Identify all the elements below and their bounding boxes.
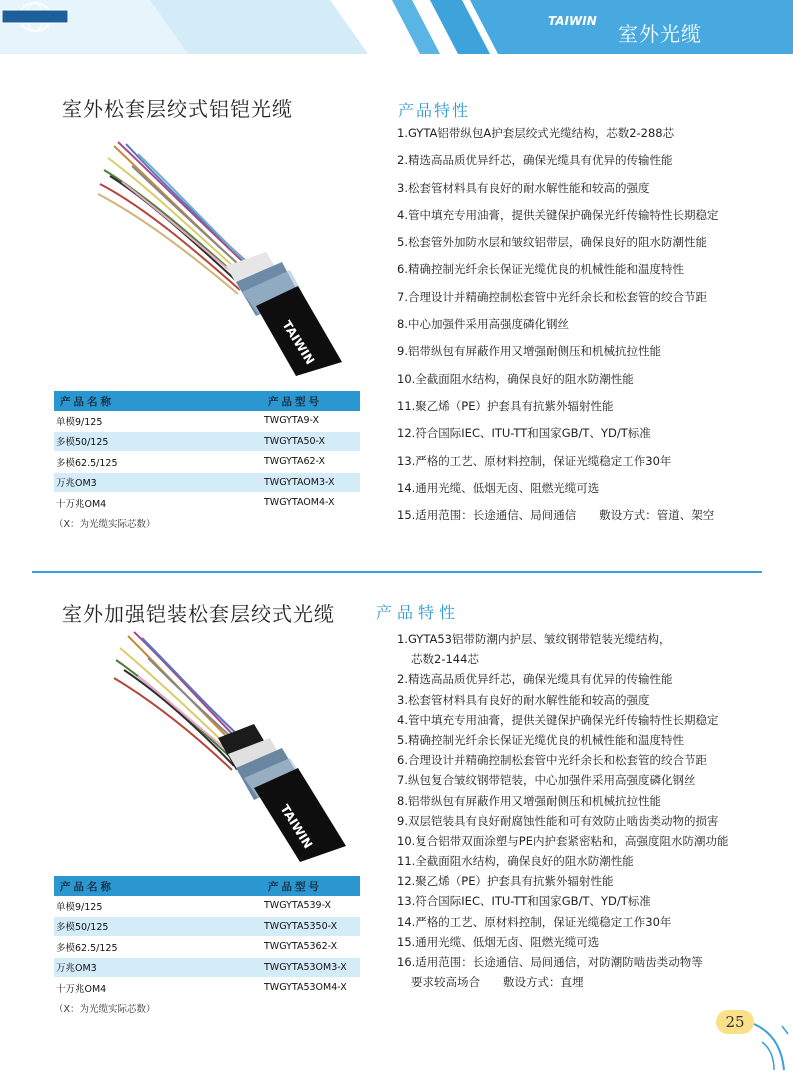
feature-item: 11.全截面阻水结构，确保良好的阻水防潮性能	[397, 854, 634, 869]
cell-name: 多模62.5/125	[54, 937, 262, 958]
cell-name: 十万兆OM4	[54, 978, 262, 999]
feature-item: 4.管中填充专用油膏，提供关键保护确保光纤传输特性长期稳定	[397, 207, 719, 222]
features-list-1	[397, 123, 718, 532]
cell-name: 单模9/125	[54, 896, 262, 916]
feature-item: 5.精确控制光纤余长保证光缆优良的机械性能和温度特性	[397, 732, 684, 747]
feature-item: 3.松套管材料具有良好的耐水解性能和较高的强度	[397, 692, 650, 707]
feature-item: 13.严格的工艺、原材料控制，保证光缆稳定工作30年	[397, 453, 672, 468]
cell-model: TWGYTA5362-X	[262, 937, 360, 958]
cell-model: TWGYTA53OM3-X	[262, 957, 360, 978]
feature-item: 3.松套管材料具有良好的耐水解性能和较高的强度	[397, 180, 650, 195]
cell-name: 万兆OM3	[54, 472, 262, 493]
feature-item: 8.铝带纵包有屏蔽作用又增强耐侧压和机械抗拉性能	[397, 793, 661, 808]
corner-decoration	[752, 1022, 792, 1072]
section2-title: 室外加强铠装松套层绞式光缆	[62, 602, 335, 626]
page-number: 25	[716, 1010, 754, 1034]
feature-item: 2.精选高品质优异纤芯，确保光缆具有优异的传输性能	[397, 672, 673, 687]
col-header-name: 产品名称	[54, 391, 262, 411]
table-row	[54, 916, 360, 937]
features-list-2	[397, 630, 729, 993]
features-heading-2: 产品特性	[376, 603, 461, 622]
features-heading-1: 产品特性	[398, 101, 471, 120]
cell-model: TWGYTA50-X	[262, 431, 360, 452]
feature-item: 5.松套管外加防水层和皱纹铝带层，确保良好的阻水防潮性能	[397, 235, 707, 250]
cable-image-1	[86, 136, 346, 376]
feature-item: 7.合理设计并精确控制松套管中光纤余长和松套管的绞合节距	[397, 289, 707, 304]
table-note-1: （X：为光缆实际芯数）	[54, 519, 156, 530]
cell-name: 多模62.5/125	[54, 452, 262, 473]
feature-item: 1.GYTA铝带纵包A护套层绞式光缆结构，芯数2-288芯	[397, 126, 675, 140]
feature-item: 12.聚乙烯（PE）护套具有抗紫外辐射性能	[397, 874, 614, 889]
cell-model: TWGYTAOM4-X	[262, 493, 360, 514]
cell-model: TWGYTA539-X	[262, 896, 360, 916]
feature-item: 14.通用光缆、低烟无卤、阻燃光缆可选	[397, 480, 600, 495]
feature-item: 15.通用光缆、低烟无卤、阻燃光缆可选	[397, 934, 600, 949]
cell-name: 万兆OM3	[54, 957, 262, 978]
product-table-2	[54, 876, 360, 999]
section1-title: 室外松套层绞式铝铠光缆	[62, 97, 293, 121]
col-header-model: 产品型号	[262, 876, 360, 896]
table-row	[54, 978, 360, 999]
cell-model: TWGYTAOM3-X	[262, 472, 360, 493]
feature-item: 9.铝带纵包有屏蔽作用又增强耐侧压和机械抗拉性能	[397, 344, 661, 359]
feature-item: 14.严格的工艺、原材料控制，保证光缆稳定工作30年	[397, 914, 672, 929]
feature-item: 10.全截面阻水结构，确保良好的阻水防潮性能	[397, 371, 634, 386]
table-row	[54, 472, 360, 493]
feature-item: 4.管中填充专用油膏，提供关键保护确保光纤传输特性长期稳定	[397, 712, 719, 727]
table-note-2: （X：为光缆实际芯数）	[54, 1004, 156, 1015]
cell-model: TWGYTA9-X	[262, 411, 360, 431]
feature-item: 芯数2-144芯	[411, 652, 479, 667]
feature-item: 12.符合国际IEC、ITU-TT和国家GB/T、YD/T标准	[397, 426, 651, 441]
table-row	[54, 411, 360, 431]
feature-item: 10.复合铝带双面涂塑与PE内护套紧密粘和，高强度阻水防潮功能	[397, 833, 729, 848]
table-row	[54, 937, 360, 958]
feature-item: 2.精选高品质优异纤芯，确保光缆具有优异的传输性能	[397, 153, 673, 168]
cable-image-2	[104, 628, 354, 868]
header-title: 室外光缆	[618, 22, 702, 46]
feature-item: 6.合理设计并精确控制松套管中光纤余长和松套管的绞合节距	[397, 753, 707, 768]
feature-item: 要求较高场合 敷设方式：直埋	[411, 975, 584, 990]
cell-name: 单模9/125	[54, 411, 262, 431]
feature-item: 6.精确控制光纤余长保证光缆优良的机械性能和温度特性	[397, 262, 684, 277]
taiwin-logo	[0, 0, 70, 34]
cell-model: TWGYTA62-X	[262, 452, 360, 473]
cell-name: 多模50/125	[54, 431, 262, 452]
product-table-1	[54, 391, 360, 514]
cable-label-1: TAIWIN	[279, 318, 318, 367]
feature-item: 1.GYTA53铝带防潮内护层、皱纹钢带铠装光缆结构，	[397, 632, 671, 646]
cell-model: TWGYTA5350-X	[262, 916, 360, 937]
feature-item: 15.适用范围：长途通信、局间通信 敷设方式：管道、架空	[397, 508, 715, 523]
col-header-model: 产品型号	[262, 391, 360, 411]
feature-item: 8.中心加强件采用高强度磷化钢丝	[397, 317, 569, 332]
table-row	[54, 452, 360, 473]
cell-name: 十万兆OM4	[54, 493, 262, 514]
feature-item: 7.纵包复合皱纹钢带铠装，中心加强件采用高强度磷化钢丝	[397, 773, 696, 788]
feature-item: 13.符合国际IEC、ITU-TT和国家GB/T、YD/T标准	[397, 894, 651, 909]
brand-wordmark: TAIWIN	[548, 14, 597, 28]
cell-name: 多模50/125	[54, 916, 262, 937]
feature-item: 16.适用范围：长途通信、局间通信，对防潮防啮齿类动物等	[397, 955, 703, 969]
table-row	[54, 896, 360, 916]
feature-item: 11.聚乙烯（PE）护套具有抗紫外辐射性能	[397, 398, 614, 413]
feature-item: 9.双层铠装具有良好耐腐蚀性能和可有效防止啮齿类动物的损害	[397, 813, 719, 828]
header-band	[0, 0, 793, 54]
table-row	[54, 431, 360, 452]
section-divider	[32, 571, 762, 573]
cable-label-2: TAIWIN	[277, 802, 316, 851]
cell-model: TWGYTA53OM4-X	[262, 978, 360, 999]
col-header-name: 产品名称	[54, 876, 262, 896]
table-row	[54, 493, 360, 514]
table-row	[54, 957, 360, 978]
